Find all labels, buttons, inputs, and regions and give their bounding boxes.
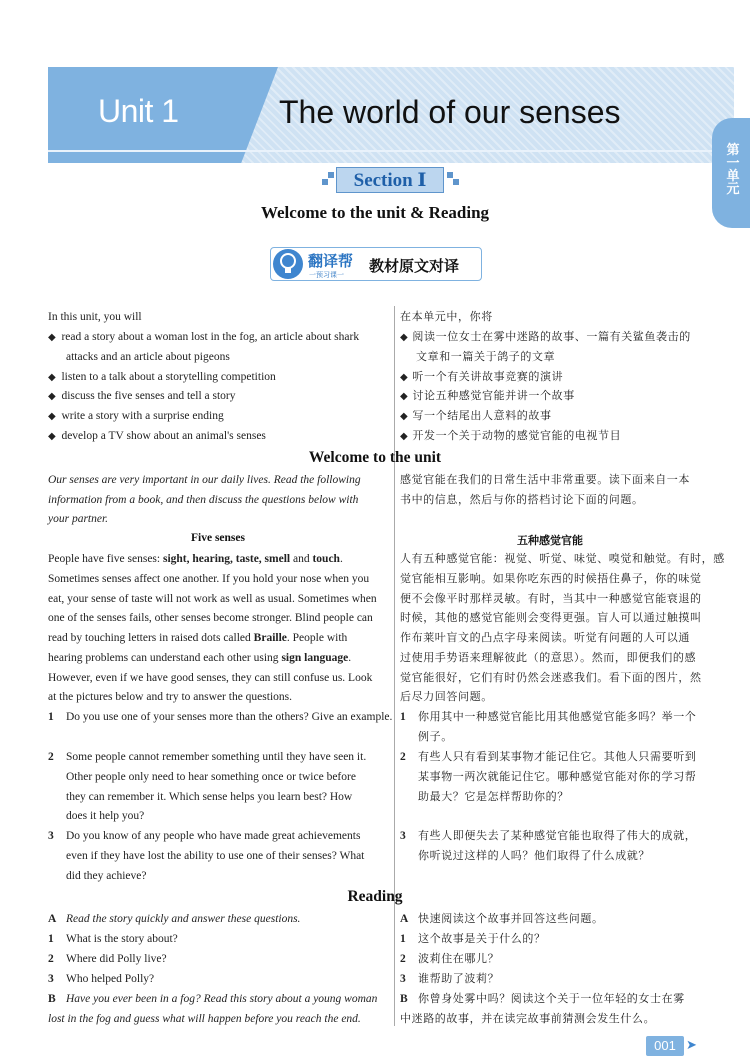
question-number: 1 — [48, 711, 54, 723]
section-badge-label: Section Ⅰ — [353, 170, 427, 191]
list-item-cont: attacks and an article about pigeons — [66, 351, 230, 363]
senses-para-cn-line: 觉官能相互影响。如果你吃东西的时候捂住鼻子，你的味觉 — [400, 572, 702, 585]
page-subtitle: Welcome to the unit & Reading — [260, 203, 490, 222]
welcome-intro-cn: 感觉官能在我们的日常生活中非常重要。读下面来自一本 — [400, 473, 690, 486]
question-text-cn: 你听说过这样的人吗？他们取得了什么成就？ — [418, 849, 650, 862]
question-text: they can remember it. Which sense helps you learn best? How — [66, 791, 353, 803]
senses-para-line: Sometimes senses affect one another. If you hold your nose when you — [48, 573, 370, 585]
list-item-cn: ◆ 阅读一位女士在雾中迷路的故事、一篇有关鲨鱼袭击的 — [400, 330, 691, 343]
exercise-instruction-cn: 快速阅读这个故事并回答这些问题。 — [418, 912, 604, 925]
question-text-cn: 有些人只有看到某事物才能记住它。其他人只需要听到 — [418, 750, 697, 763]
question-text: Do you use one of your senses more than the others? Give an example. — [66, 711, 393, 723]
bullet-icon: ◆ — [48, 431, 56, 442]
senses-para-line: People have five senses: sight, hearing, taste, smell and touch. — [48, 553, 343, 565]
bullet-icon: ◆ — [400, 391, 409, 402]
exercise-label-cn: A — [400, 913, 409, 925]
question-number-cn: 3 — [400, 830, 406, 842]
five-senses-subhead-cn: 五种感觉官能 — [517, 534, 583, 547]
bullet-icon: ◆ — [48, 372, 56, 383]
welcome-intro-cn: 书中的信息，然后与你的搭档讨论下面的问题。 — [400, 493, 644, 506]
side-tab-label: 第一单元 — [726, 143, 740, 197]
exercise-label: A — [48, 913, 57, 925]
unit-title: The world of our senses — [279, 94, 621, 130]
senses-para-line: one of the senses fails, other senses become stronger. Blind people can — [48, 612, 373, 624]
intro-lead-cn: 在本单元中，你将 — [400, 310, 493, 323]
bullet-icon: ◆ — [48, 411, 56, 422]
list-item: ◆ discuss the five senses and tell a story — [48, 390, 236, 402]
list-item-cn-cont: 文章和一篇关于鸽子的文章 — [416, 350, 556, 363]
badge-decor-square — [322, 179, 328, 185]
five-senses-subhead: Five senses — [191, 532, 245, 544]
question-number-cn: 1 — [400, 711, 406, 723]
question-number: 2 — [48, 751, 54, 763]
bullet-icon: ◆ — [400, 332, 409, 343]
reading-question: Where did Polly live? — [66, 953, 167, 965]
helper-brand: 翻译帮 — [308, 252, 354, 270]
welcome-heading: Welcome to the unit — [308, 449, 442, 466]
exercise-instruction: lost in the fog and guess what will happen before you reach the end. — [48, 1013, 361, 1025]
bullet-icon: ◆ — [400, 431, 409, 442]
list-item: ◆ listen to a talk about a storytelling competition — [48, 371, 276, 383]
question-text-cn: 你用其中一种感觉官能比用其他感觉官能多吗？举一个 — [418, 710, 697, 723]
question-text-cn: 例子。 — [418, 730, 453, 743]
list-item: ◆ develop a TV show about an animal's senses — [48, 430, 266, 442]
list-item-cn: ◆ 写一个结尾出人意料的故事 — [400, 409, 552, 422]
senses-para-line: eat, your sense of taste will not work as well as usual. Sometimes when — [48, 593, 377, 605]
question-text: even if they have lost the ability to use one of their senses? What — [66, 850, 365, 862]
reading-question-number: 1 — [48, 933, 54, 945]
list-item: ◆ write a story with a surprise ending — [48, 410, 224, 422]
senses-para-line: at the pictures below and try to answer the questions. — [48, 691, 292, 703]
question-number: 3 — [48, 830, 54, 842]
exercise-instruction-cn: 你曾身处雾中吗？阅读这个关于一位年轻的女士在雾 — [418, 992, 685, 1005]
senses-para-line: hearing problems can understand each other using sign language. — [48, 652, 352, 664]
helper-brand-sub: 一预习课一 — [309, 271, 344, 279]
intro-lead-en: In this unit, you will — [48, 311, 142, 323]
arrow-right-icon: ➤ — [686, 1038, 697, 1053]
unit-label: Unit 1 — [98, 93, 179, 129]
column-divider — [394, 306, 395, 1026]
page-number: 001 — [654, 1038, 676, 1053]
senses-para-cn-line: 过使用手势语来理解彼此（的意思）。然而，即便我们的感 — [400, 651, 697, 664]
senses-para-cn-line: 便不会像平时那样灵敏。有时，当其中一种感觉官能衰退的 — [400, 592, 702, 605]
bullet-icon: ◆ — [400, 411, 409, 422]
reading-question-cn: 这个故事是关于什么的？ — [418, 932, 546, 945]
list-item-cn: ◆ 听一个有关讲故事竞赛的演讲 — [400, 370, 564, 383]
question-number-cn: 2 — [400, 751, 406, 763]
list-item: ◆ read a story about a woman lost in the fog, an article about shark — [48, 331, 360, 343]
reading-question: What is the story about? — [66, 933, 178, 945]
exercise-label: B — [48, 993, 56, 1005]
badge-decor-square — [328, 172, 334, 178]
reading-question-number: 3 — [48, 973, 54, 985]
question-text: Do you know of any people who have made great achievements — [66, 830, 361, 842]
senses-para-cn-line: 后尽力回答问题。 — [400, 690, 493, 703]
reading-question: Who helped Polly? — [66, 973, 155, 985]
reading-question-number-cn: 2 — [400, 953, 406, 965]
lightbulb-icon — [273, 249, 303, 279]
welcome-intro-en: Our senses are very important in our daily lives. Read the following — [48, 474, 361, 486]
senses-para-cn-line: 人有五种感觉官能：视觉、听觉、味觉、嗅觉和触觉。有时，感 — [400, 552, 725, 565]
question-text-cn: 助最大？它是怎样帮助你的？ — [418, 790, 569, 803]
question-text: Some people cannot remember something until they have seen it. — [66, 751, 367, 763]
welcome-intro-en: information from a book, and then discuss the questions below with — [48, 494, 359, 506]
bullet-icon: ◆ — [400, 372, 409, 383]
exercise-instruction-cn: 中迷路的故事，并在读完故事前猜测会发生什么。 — [400, 1012, 656, 1025]
reading-question-number-cn: 1 — [400, 933, 406, 945]
question-text-cn: 某事物一两次就能记住它。哪种感觉官能对你的学习帮 — [418, 770, 697, 783]
senses-para-cn-line: 时候，其他的感觉官能则会变得更强。盲人可以通过触摸叫 — [400, 611, 702, 624]
senses-para-cn-line: 作布莱叶盲文的凸点字母来阅读。听觉有问题的人可以通 — [400, 631, 690, 644]
reading-question-cn: 波莉住在哪儿？ — [418, 952, 500, 965]
question-text: does it help you? — [66, 810, 145, 822]
question-text: Other people only need to hear something once or twice before — [66, 771, 356, 783]
exercise-instruction: Read the story quickly and answer these questions. — [66, 913, 301, 925]
senses-para-line: However, even if we have good senses, they can still confuse us. Look — [48, 672, 373, 684]
exercise-instruction: Have you ever been in a fog? Read this story about a young woman — [66, 993, 378, 1005]
badge-decor-square — [447, 172, 453, 178]
exercise-label-cn: B — [400, 993, 408, 1005]
senses-para-cn-line: 觉官能很好，它们有时仍然会迷惑我们。看下面的图片，然 — [400, 671, 702, 684]
reading-question-cn: 谁帮助了波莉？ — [418, 972, 500, 985]
question-text-cn: 有些人即便失去了某种感觉官能也取得了伟大的成就， — [418, 829, 697, 842]
welcome-intro-en: your partner. — [48, 513, 109, 525]
banner-rule — [48, 150, 734, 152]
reading-heading: Reading — [347, 888, 403, 905]
reading-question-number: 2 — [48, 953, 54, 965]
senses-para-line: read by touching letters in raised dots called Braille. People with — [48, 632, 348, 644]
list-item-cn: ◆ 讨论五种感觉官能并讲一个故事 — [400, 389, 575, 402]
badge-decor-square — [453, 179, 459, 185]
reading-question-number-cn: 3 — [400, 973, 406, 985]
bullet-icon: ◆ — [48, 391, 56, 402]
helper-title: 教材原文对译 — [369, 257, 460, 275]
list-item-cn: ◆ 开发一个关于动物的感觉官能的电视节目 — [400, 429, 622, 442]
question-text: did they achieve? — [66, 870, 147, 882]
bullet-icon: ◆ — [48, 332, 56, 343]
